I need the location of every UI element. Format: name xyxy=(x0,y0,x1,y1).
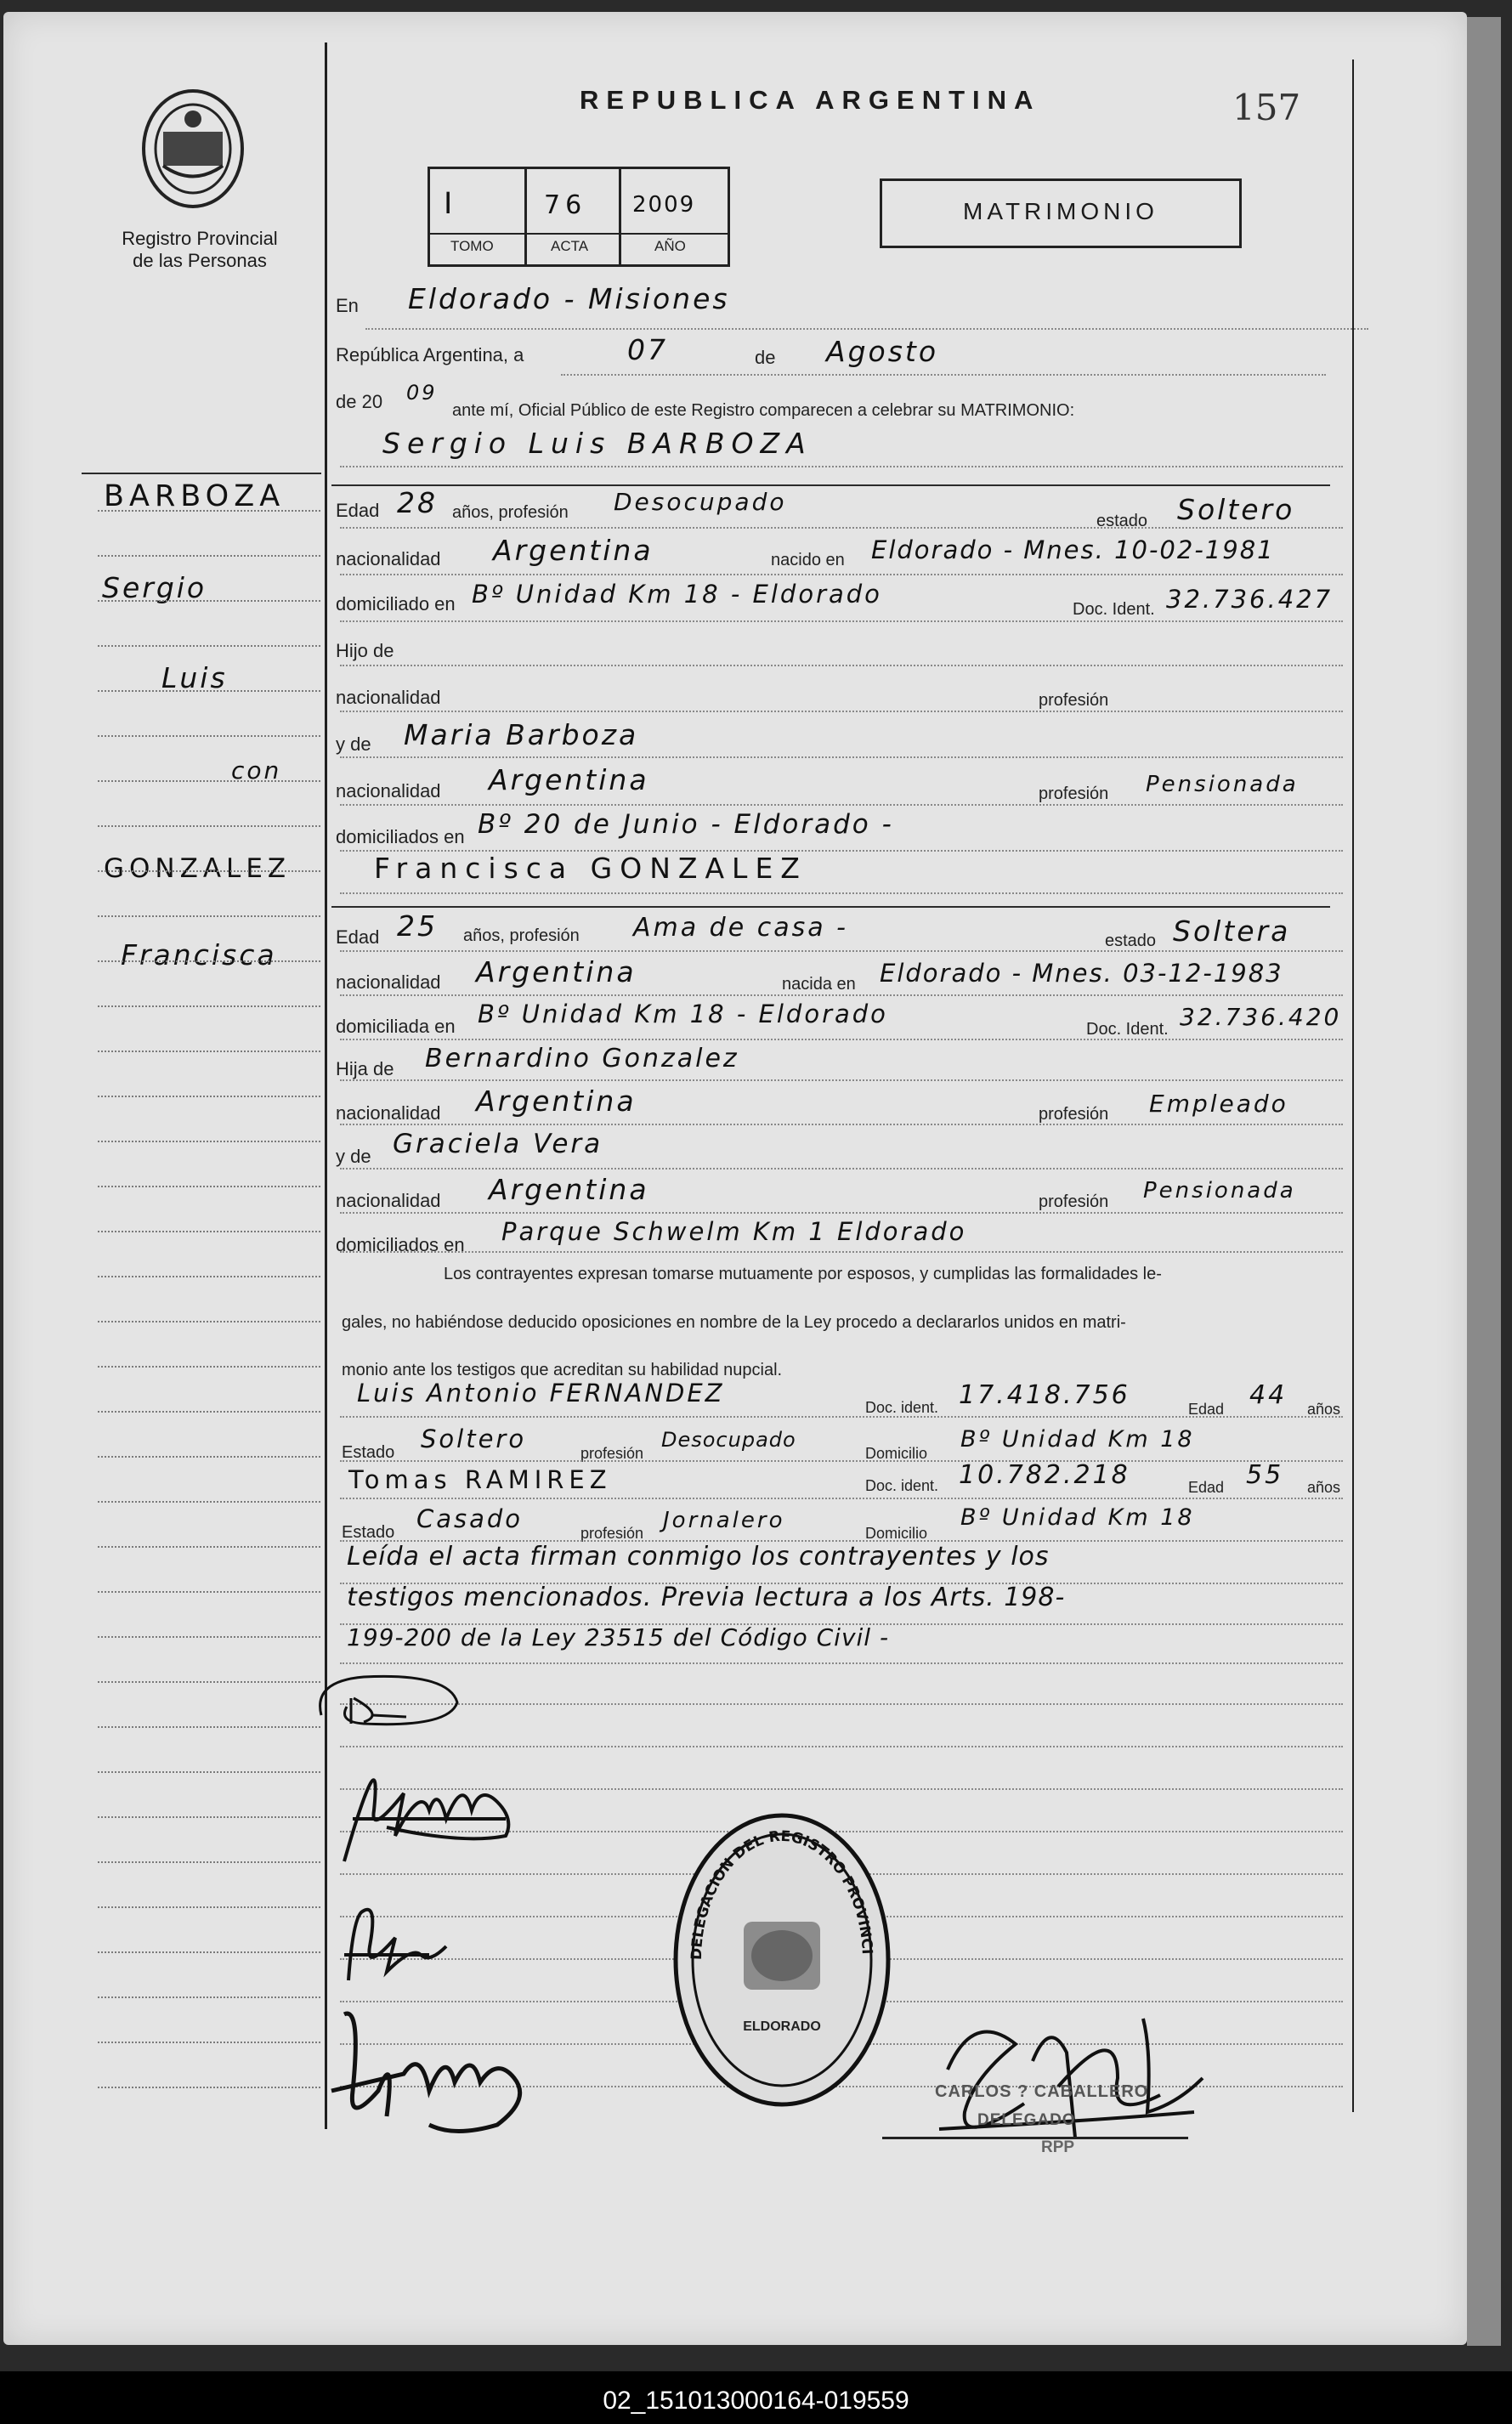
margin-divider xyxy=(325,42,327,2129)
groom-address: Bº Unidad Km 18 - Eldorado xyxy=(472,580,882,609)
rule xyxy=(340,527,1343,530)
groom-full-name: Sergio Luis BARBOZA xyxy=(382,427,813,460)
bride-mother-nationality: Argentina xyxy=(489,1173,649,1206)
ref-underline xyxy=(428,233,730,235)
margin-bride-first: Francisca xyxy=(121,938,277,971)
formal-line-3: monio ante los testigos que acreditan su habilidad nupcial. xyxy=(342,1361,783,1379)
margin-rule xyxy=(98,870,320,873)
groom-dom-label: domiciliado en xyxy=(336,593,456,614)
bride-prof2-label: profesión xyxy=(1039,1105,1109,1124)
groom-age: 28 xyxy=(397,486,438,519)
bride-full-name: Francisca GONZALEZ xyxy=(374,852,807,885)
margin-rule xyxy=(98,1636,320,1639)
bride-nac-label: nacionalidad xyxy=(336,971,441,993)
bride-nationality: Argentina xyxy=(476,955,637,988)
bride-yde-label: y de xyxy=(336,1146,371,1167)
section-separator xyxy=(82,473,321,474)
margin-rule xyxy=(98,960,320,963)
groom-nac3-label: nacionalidad xyxy=(336,780,441,801)
rule xyxy=(365,328,1368,331)
margin-rule xyxy=(98,555,320,558)
witness1-estado-label: Estado xyxy=(342,1443,395,1462)
officer-stamp-line-3: RPP xyxy=(1041,2138,1075,2156)
rule xyxy=(340,665,1343,667)
rule xyxy=(340,1039,1343,1041)
signature-4 xyxy=(327,1997,548,2142)
groom-nationality: Argentina xyxy=(493,534,654,567)
bride-mother: Graciela Vera xyxy=(393,1129,603,1159)
bride-nac3-label: nacionalidad xyxy=(336,1190,441,1211)
registry-logo xyxy=(138,85,248,212)
margin-rule xyxy=(98,1816,320,1819)
place-value: Eldorado - Misiones xyxy=(408,282,730,315)
page-number: 157 xyxy=(1232,87,1301,128)
margin-rule xyxy=(98,1681,320,1684)
rule xyxy=(340,1124,1343,1126)
margin-rule xyxy=(98,645,320,648)
seal-text: DELEGACION DEL REGISTRO PROVINCI xyxy=(688,1827,875,1961)
rule xyxy=(340,1212,1343,1215)
acta-value: 76 xyxy=(544,190,587,220)
margin-rule xyxy=(98,1951,320,1954)
witness2-profession: Jornalero xyxy=(663,1508,785,1533)
margin-rule xyxy=(98,735,320,738)
margin-rule xyxy=(98,1591,320,1594)
margin-rule xyxy=(98,780,320,783)
groom-doc: 32.736.427 xyxy=(1166,585,1334,614)
witness2-name: Tomas RAMIREZ xyxy=(348,1465,612,1494)
en-label: En xyxy=(336,295,359,316)
republica-label: República Argentina, a xyxy=(336,344,524,365)
witness1-edad-label: Edad xyxy=(1188,1401,1225,1418)
anio-label: AÑO xyxy=(654,238,686,254)
groom-nac2-label: nacionalidad xyxy=(336,687,441,708)
witness2-estado: Casado xyxy=(416,1504,524,1533)
rule xyxy=(340,711,1343,713)
margin-rule xyxy=(98,1005,320,1008)
groom-nac-label: nacionalidad xyxy=(336,548,441,569)
rule xyxy=(340,1746,1343,1748)
bride-edad-label: Edad xyxy=(336,926,380,948)
margin-rule xyxy=(98,1276,320,1278)
officer-stamp-line-2: DELEGADO xyxy=(977,2111,1076,2129)
margin-bride-surname: GONZALEZ xyxy=(104,853,292,884)
year-value: 09 xyxy=(406,381,438,405)
right-border xyxy=(1352,59,1354,2112)
rule xyxy=(340,1703,1343,1706)
bride-father-profession: Empleado xyxy=(1149,1090,1288,1118)
witness1-address: Bº Unidad Km 18 xyxy=(960,1426,1195,1453)
closing-line-2: testigos mencionados. Previa lectura a los Arts. 198- xyxy=(347,1583,1066,1612)
groom-estado-label: estado xyxy=(1096,512,1148,530)
rule xyxy=(340,1498,1343,1500)
bride-nac2-label: nacionalidad xyxy=(336,1102,441,1124)
year-prefix: de 20 xyxy=(336,391,383,412)
margin-rule xyxy=(98,1096,320,1098)
section-separator xyxy=(331,906,1330,908)
witness2-estado-label: Estado xyxy=(342,1523,395,1542)
bride-nacida-label: nacida en xyxy=(782,975,856,994)
margin-rule xyxy=(98,1501,320,1504)
bride-domiciliados-label: domiciliados en xyxy=(336,1234,465,1255)
margin-rule xyxy=(98,1186,320,1188)
rule xyxy=(340,1168,1343,1170)
margin-con: con xyxy=(231,756,282,784)
margin-groom-middle: Luis xyxy=(161,661,228,694)
groom-prof2-label: profesión xyxy=(1039,691,1109,710)
margin-rule xyxy=(98,510,320,513)
rule xyxy=(340,804,1343,807)
rule xyxy=(340,466,1343,468)
margin-rule xyxy=(98,1906,320,1909)
witness1-doc: 17.418.756 xyxy=(959,1380,1130,1410)
margin-rule xyxy=(98,1366,320,1368)
bride-doc: 32.736.420 xyxy=(1180,1003,1342,1031)
groom-anos-label: años, profesión xyxy=(452,503,569,522)
tomo-label: TOMO xyxy=(450,238,494,254)
groom-nacido-label: nacido en xyxy=(771,551,845,569)
groom-birthplace: Eldorado - Mnes. 10-02-1981 xyxy=(871,535,1275,564)
rule xyxy=(340,756,1343,759)
officer-stamp-rule xyxy=(882,2137,1188,2139)
bride-mother-profession: Pensionada xyxy=(1143,1178,1296,1204)
rule xyxy=(340,574,1343,576)
rule xyxy=(340,620,1343,623)
margin-rule xyxy=(98,600,320,603)
witness1-profession: Desocupado xyxy=(661,1428,796,1452)
rule xyxy=(340,1251,1343,1254)
month-value: Agosto xyxy=(826,335,939,368)
margin-rule xyxy=(98,1051,320,1053)
groom-yde-label: y de xyxy=(336,733,371,755)
closing-line-3: 199-200 de la Ley 23515 del Código Civil - xyxy=(347,1623,890,1651)
signature-1 xyxy=(313,1664,466,1741)
registry-seal xyxy=(671,1807,892,2113)
margin-rule xyxy=(98,1861,320,1864)
groom-doc-label: Doc. Ident. xyxy=(1073,600,1155,619)
margin-groom-surname: BARBOZA xyxy=(104,479,286,513)
witness1-age: 44 xyxy=(1249,1380,1288,1410)
ref-divider-2 xyxy=(619,167,621,267)
margin-rule xyxy=(98,825,320,828)
witness1-doc-label: Doc. ident. xyxy=(865,1399,939,1416)
rule xyxy=(340,1662,1343,1665)
witness2-anos-label: años xyxy=(1307,1479,1341,1496)
margin-rule xyxy=(98,1411,320,1413)
rule xyxy=(340,1079,1343,1082)
bride-anos-label: años, profesión xyxy=(463,926,580,945)
witness2-doc-label: Doc. ident. xyxy=(865,1477,939,1494)
day-value: 07 xyxy=(627,333,668,366)
witness2-edad-label: Edad xyxy=(1188,1479,1225,1496)
margin-rule xyxy=(98,1546,320,1549)
margin-rule xyxy=(98,1321,320,1323)
bride-estado: Soltera xyxy=(1173,915,1291,948)
groom-hijo-label: Hijo de xyxy=(336,640,394,661)
anio-value: 2009 xyxy=(632,192,696,218)
groom-domiciliados-label: domiciliados en xyxy=(336,826,465,847)
witness2-prof-label: profesión xyxy=(580,1525,644,1542)
bride-birthplace: Eldorado - Mnes. 03-12-1983 xyxy=(880,959,1283,988)
groom-profession: Desocupado xyxy=(614,488,787,516)
margin-rule xyxy=(98,690,320,693)
section-separator xyxy=(331,484,1330,486)
margin-rule xyxy=(98,2087,320,2089)
rule xyxy=(340,892,1343,895)
witness1-dom-label: Domicilio xyxy=(865,1445,928,1462)
margin-rule xyxy=(98,1771,320,1774)
record-type: MATRIMONIO xyxy=(963,198,1158,224)
groom-edad-label: Edad xyxy=(336,500,380,521)
margin-rule xyxy=(98,1996,320,1999)
closing-line-1: Leída el acta firman conmigo los contrayentes y los xyxy=(347,1542,1050,1572)
bride-parents-address: Parque Schwelm Km 1 Eldorado xyxy=(501,1217,967,1246)
officer-stamp-line-1: CARLOS ? CABALLERO xyxy=(935,2082,1149,2101)
margin-groom-first: Sergio xyxy=(102,571,207,604)
groom-mother-nationality: Argentina xyxy=(489,763,649,796)
bride-doc-label: Doc. Ident. xyxy=(1086,1020,1169,1039)
witness2-dom-label: Domicilio xyxy=(865,1525,928,1542)
signature-3 xyxy=(336,1895,455,1989)
groom-mother: Maria Barboza xyxy=(404,718,639,751)
scan-filename: 02_151013000164-019559 xyxy=(603,2387,909,2415)
groom-mother-profession: Pensionada xyxy=(1146,772,1299,797)
rule xyxy=(561,374,1326,377)
margin-rule xyxy=(98,1231,320,1233)
rule xyxy=(340,950,1343,953)
groom-parents-address: Bº 20 de Junio - Eldorado - xyxy=(478,809,894,840)
bride-prof3-label: profesión xyxy=(1039,1192,1109,1211)
margin-rule xyxy=(98,1141,320,1143)
seal-bottom-text: ELDORADO xyxy=(743,2019,821,2034)
rule xyxy=(340,994,1343,997)
page-edge-shadow xyxy=(1467,17,1501,2346)
ref-divider-1 xyxy=(524,167,527,267)
witness2-doc: 10.782.218 xyxy=(959,1460,1130,1490)
groom-estado: Soltero xyxy=(1177,493,1295,526)
bride-father-nationality: Argentina xyxy=(476,1085,637,1118)
witness1-anos-label: años xyxy=(1307,1401,1341,1418)
witness1-estado: Soltero xyxy=(421,1424,527,1453)
bride-hija-label: Hija de xyxy=(336,1058,394,1079)
margin-rule xyxy=(98,915,320,918)
margin-rule xyxy=(98,1726,320,1729)
tomo-value: I xyxy=(444,187,458,221)
bride-profession: Ama de casa - xyxy=(633,913,848,943)
witness2-address: Bº Unidad Km 18 xyxy=(960,1504,1195,1531)
margin-rule xyxy=(98,2042,320,2044)
rule xyxy=(340,1416,1343,1419)
de-label: de xyxy=(755,347,776,368)
registry-name: Registro Provincial de las Personas xyxy=(122,228,278,271)
formal-line-1: Los contrayentes expresan tomarse mutuamente por esposos, y cumplidas las formalidades le- xyxy=(444,1265,1162,1283)
witness1-name: Luis Antonio FERNANDEZ xyxy=(357,1379,725,1407)
bride-address: Bº Unidad Km 18 - Eldorado xyxy=(478,1000,888,1028)
formal-line-2: gales, no habiéndose deducido oposiciones en nombre de la Ley procedo a declararlos unidos en matri- xyxy=(342,1313,1126,1332)
acta-label: ACTA xyxy=(551,238,589,254)
margin-rule xyxy=(98,1456,320,1458)
witness2-age: 55 xyxy=(1246,1460,1284,1490)
rule xyxy=(340,1460,1343,1463)
groom-prof3-label: profesión xyxy=(1039,784,1109,803)
bride-dom-label: domiciliada en xyxy=(336,1016,456,1037)
bride-age: 25 xyxy=(397,909,438,943)
country-title: REPUBLICA ARGENTINA xyxy=(580,85,1041,115)
signature-2 xyxy=(336,1751,531,1870)
intro-statement: ante mí, Oficial Público de este Registro comparecen a celebrar su MATRIMONIO: xyxy=(452,401,1075,420)
bride-estado-label: estado xyxy=(1105,932,1157,950)
witness1-prof-label: profesión xyxy=(580,1445,644,1462)
bride-father: Bernardino Gonzalez xyxy=(425,1044,739,1073)
